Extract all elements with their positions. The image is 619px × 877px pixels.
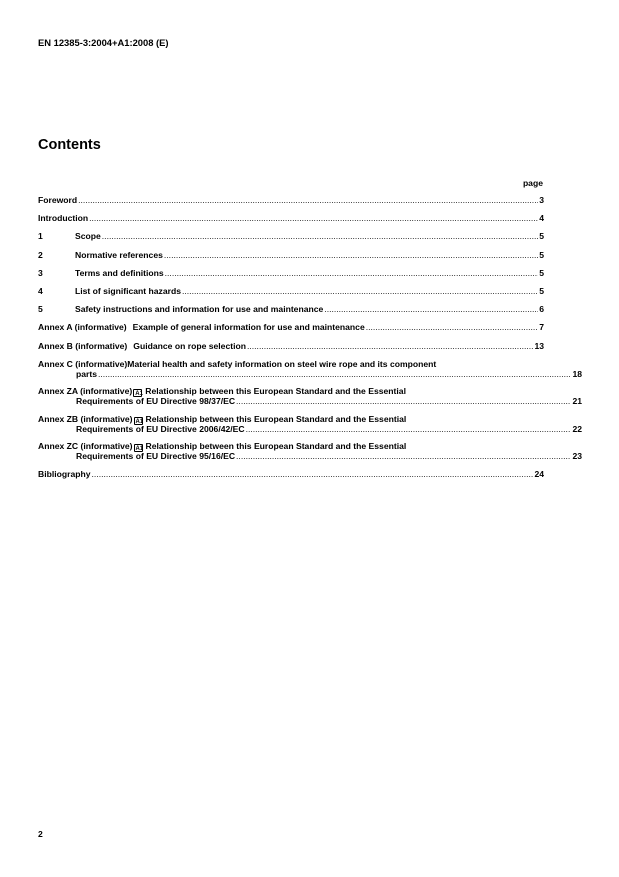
toc-entry-number: Annex A (informative) bbox=[38, 322, 127, 333]
toc-entry-number: 4 bbox=[38, 285, 43, 296]
toc-entry-number: Annex ZC (informative) bbox=[38, 441, 133, 452]
toc-entry-bibliography[interactable] bbox=[38, 469, 544, 487]
toc-entry-number: Annex ZB (informative) bbox=[38, 413, 133, 424]
toc-entry-page: 6 bbox=[539, 304, 544, 315]
toc-entry-page: 13 bbox=[534, 340, 544, 351]
toc-entry-page: 5 bbox=[539, 249, 544, 260]
toc-entry-annex-c[interactable] bbox=[38, 358, 582, 387]
toc-entry-normative-references[interactable] bbox=[38, 250, 544, 268]
toc-entry-title-continued: Requirements of EU Directive 2006/42/EC bbox=[76, 423, 245, 434]
dot-leader bbox=[89, 213, 538, 223]
toc-entry-page: 3 bbox=[539, 195, 544, 205]
toc-entry-page: 5 bbox=[539, 267, 544, 278]
toc-entry-title: Guidance on rope selection bbox=[133, 340, 246, 351]
dot-leader bbox=[165, 268, 539, 278]
toc-entry-annex-za[interactable] bbox=[38, 386, 582, 414]
toc-entry-title: Material health and safety information on steel wire rope and its component bbox=[127, 358, 437, 369]
toc-entry-title: Relationship between this European Standard and the Essential bbox=[145, 441, 407, 452]
dot-leader bbox=[246, 424, 572, 434]
toc-entry-title-continued: Requirements of EU Directive 95/16/EC bbox=[76, 451, 236, 462]
toc-entry-annex-a[interactable] bbox=[38, 322, 544, 340]
toc-entry-number: 5 bbox=[38, 304, 43, 315]
toc-entry-number: Annex B (informative) bbox=[38, 340, 128, 351]
toc-entry-foreword[interactable] bbox=[38, 195, 544, 213]
contents-heading: Contents bbox=[38, 137, 101, 153]
amendment-a1-start-icon: A1 bbox=[135, 446, 144, 453]
toc-entry-title: Relationship between this European Standard and the Essential bbox=[145, 386, 406, 397]
toc-entry-introduction[interactable] bbox=[38, 213, 544, 231]
amendment-a1-start-icon: A1 bbox=[135, 418, 144, 425]
toc-entry-number: Annex ZA (informative) bbox=[38, 386, 133, 397]
toc-entry-title-continued: Requirements of EU Directive 98/37/EC bbox=[76, 396, 236, 407]
toc-entry-terms-and-definitions[interactable] bbox=[38, 268, 544, 286]
toc-entry-title: Normative references bbox=[75, 249, 163, 260]
toc-entry-page: 22 bbox=[572, 423, 582, 434]
toc-entry-page: 4 bbox=[539, 213, 544, 224]
toc-entry-annex-zc[interactable] bbox=[38, 441, 582, 469]
dot-leader bbox=[236, 396, 571, 406]
dot-leader bbox=[98, 369, 571, 379]
toc-entry-annex-zb[interactable] bbox=[38, 413, 582, 442]
toc-entry-title: Scope bbox=[75, 231, 101, 242]
toc-entry-title: Foreword bbox=[38, 195, 78, 205]
toc-entry-page: 7 bbox=[539, 322, 544, 333]
toc-entry-title: Safety instructions and information for use and maintenance bbox=[75, 304, 324, 315]
toc-entry-title: Bibliography bbox=[38, 468, 91, 479]
document-identifier: EN 12385-3:2004+A1:2008 (E) bbox=[38, 37, 169, 48]
toc-entry-page: 5 bbox=[539, 285, 544, 296]
toc-entry-page: 18 bbox=[572, 368, 582, 379]
dot-leader bbox=[164, 250, 538, 260]
toc-entry-title: Relationship between this European Standard and the Essential bbox=[145, 413, 407, 424]
toc-entry-annex-b[interactable] bbox=[38, 341, 544, 359]
toc-entry-title: Example of general information for use and maintenance bbox=[132, 322, 365, 333]
toc-entry-scope[interactable] bbox=[38, 231, 544, 249]
toc-entry-title: Introduction bbox=[38, 213, 89, 224]
table-of-contents bbox=[38, 195, 582, 487]
dot-leader bbox=[182, 286, 538, 296]
toc-entry-page: 24 bbox=[534, 468, 544, 479]
toc-entry-number: 2 bbox=[38, 249, 43, 260]
toc-entry-list-of-significant-hazards[interactable] bbox=[38, 286, 544, 304]
toc-entry-safety-instructions[interactable] bbox=[38, 304, 544, 322]
page-column-label: page bbox=[522, 178, 543, 188]
toc-entry-page: 21 bbox=[572, 396, 582, 407]
toc-entry-number: 1 bbox=[38, 231, 43, 242]
toc-entry-page: 23 bbox=[572, 451, 582, 462]
toc-entry-page: 5 bbox=[539, 231, 544, 242]
toc-entry-title: Terms and definitions bbox=[75, 267, 164, 278]
dot-leader bbox=[78, 195, 538, 205]
dot-leader bbox=[102, 231, 538, 241]
dot-leader bbox=[236, 451, 571, 461]
toc-entry-title: List of significant hazards bbox=[75, 285, 182, 296]
toc-entry-number: 3 bbox=[38, 267, 43, 278]
dot-leader bbox=[92, 469, 534, 479]
amendment-a1-start-icon: A1 bbox=[135, 391, 143, 398]
dot-leader bbox=[324, 304, 538, 314]
dot-leader bbox=[247, 341, 533, 351]
page-number: 2 bbox=[38, 829, 43, 839]
toc-entry-number: Annex C (informative) bbox=[38, 358, 128, 369]
dot-leader bbox=[366, 322, 538, 332]
toc-entry-title-continued: parts bbox=[76, 368, 98, 379]
